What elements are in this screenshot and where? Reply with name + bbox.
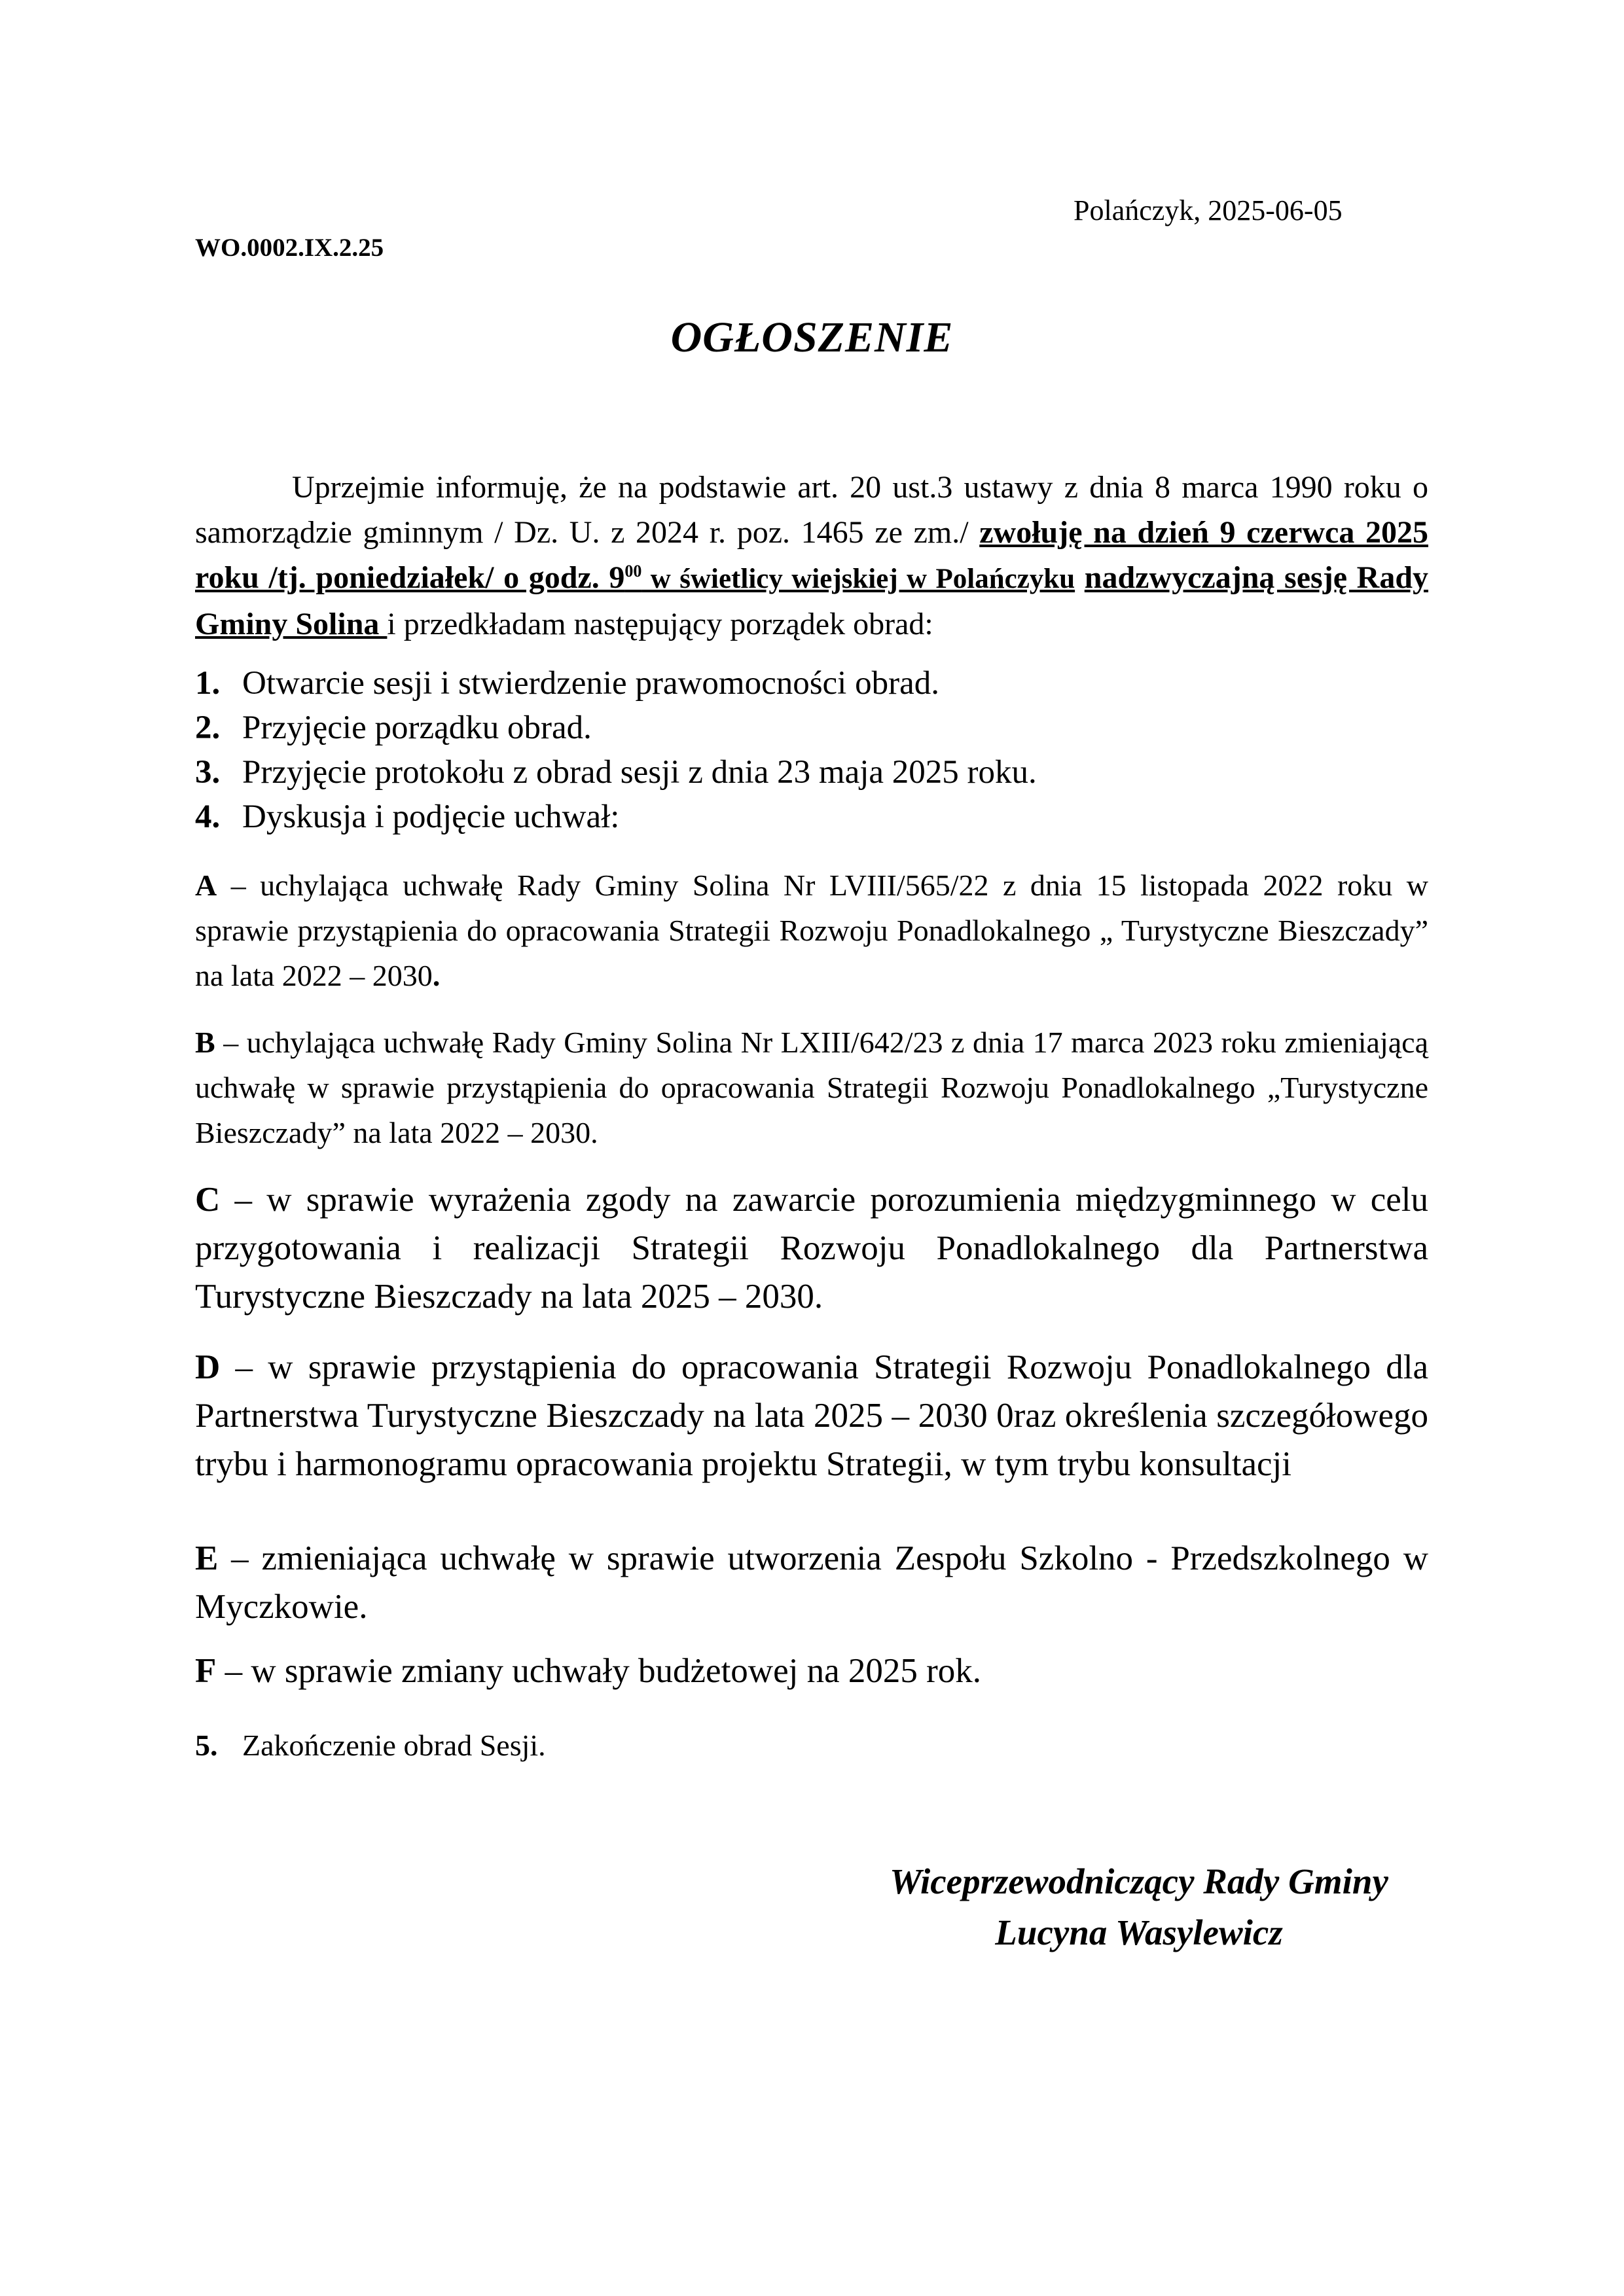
resolution-f: F – w sprawie zmiany uchwały budżetowej na 2025 rok. (195, 1652, 981, 1690)
intro-bold-session: nadzwyczajną sesję Rady Gminy Solina (195, 560, 1429, 641)
agenda-item: 1. Otwarcie sesji i stwierdzenie prawomocności obrad. (195, 665, 939, 702)
resolution-e: E – zmieniająca uchwałę w sprawie utworzenia Zespołu Szkolno - Przedszkolnego w Myczkowie. (195, 1539, 1428, 1626)
resolution-b: B – uchylająca uchwałę Rady Gminy Solina Nr LXIII/642/23 z dnia 17 marca 2023 roku zmieniającą uchwałę w sprawie przystąpienia do opracowania Strategii Rozwoju Ponadlokalnego „Turystyczne Bieszczady” na lata 2022 – 2030. (195, 1026, 1428, 1149)
resolution-d: D – w sprawie przystąpienia do opracowania Strategii Rozwoju Ponadlokalnego dla Partnerstwa Turystyczne Bieszczady na lata 2025 – 2030 0raz określenia szczegółowego trybu i harmonogramu opracowania projektu Strategii, w tym trybu konsultacji (195, 1348, 1428, 1483)
intro-paragraph (195, 465, 1428, 647)
resolution-c: C – w sprawie wyrażenia zgody na zawarcie porozumienia międzygminnego w celu przygotowania i realizacji Strategii Rozwoju Ponadlokalnego dla Partnerstwa Turystyczne Bieszczady na lata 2025 – 2030. (195, 1181, 1428, 1316)
hour-superscript: 00 (624, 562, 642, 581)
agenda-item: 2. Przyjęcie porządku obrad. (195, 709, 592, 746)
intro-text-1: Uprzejmie informuję, że na podstawie art. 20 ust.3 ustawy z dnia 8 marca 1990 roku o samorządzie gminnym / Dz. U. z 2024 r. poz. 1465 ze zm./ (195, 470, 1428, 550)
closing-item: 5. Zakończenie obrad Sesji. (195, 1729, 546, 1762)
place-and-date: Polańczyk, 2025-06-05 (1074, 194, 1343, 226)
resolution-a: A – uchylająca uchwałę Rady Gminy Solina Nr LVIII/565/22 z dnia 15 listopada 2022 roku w sprawie przystąpienia do opracowania Strategii Rozwoju Ponadlokalnego „ Turystyczne Bieszczady” na lata 2022 – 2030. (195, 869, 1428, 992)
document-reference: WO.0002.IX.2.25 (195, 234, 384, 262)
intro-bold-location: w świetlicy wiejskiej w Polańczyku (641, 564, 1075, 594)
signature-name: Lucyna Wasylewicz (995, 1912, 1283, 1952)
signature-role: Wiceprzewodniczący Rady Gminy (890, 1861, 1388, 1901)
agenda-item: 4. Dyskusja i podjęcie uchwał: (195, 798, 620, 835)
signature-block (857, 1856, 1420, 1958)
intro-bold-date: zwołuję na dzień 9 czerwca 2025 roku /tj. poniedziałek/ o godz. $9^{00}$ w świetlicy wiejskiej w Polańczyku (195, 515, 1428, 595)
document-title: OGŁOSZENIE (670, 314, 954, 361)
agenda-item: 3. Przyjęcie protokołu z obrad sesji z dnia 23 maja 2025 roku. (195, 754, 1037, 791)
intro-text-2: i przedkładam następujący porządek obrad: (387, 607, 933, 641)
agenda-list (195, 661, 1428, 839)
